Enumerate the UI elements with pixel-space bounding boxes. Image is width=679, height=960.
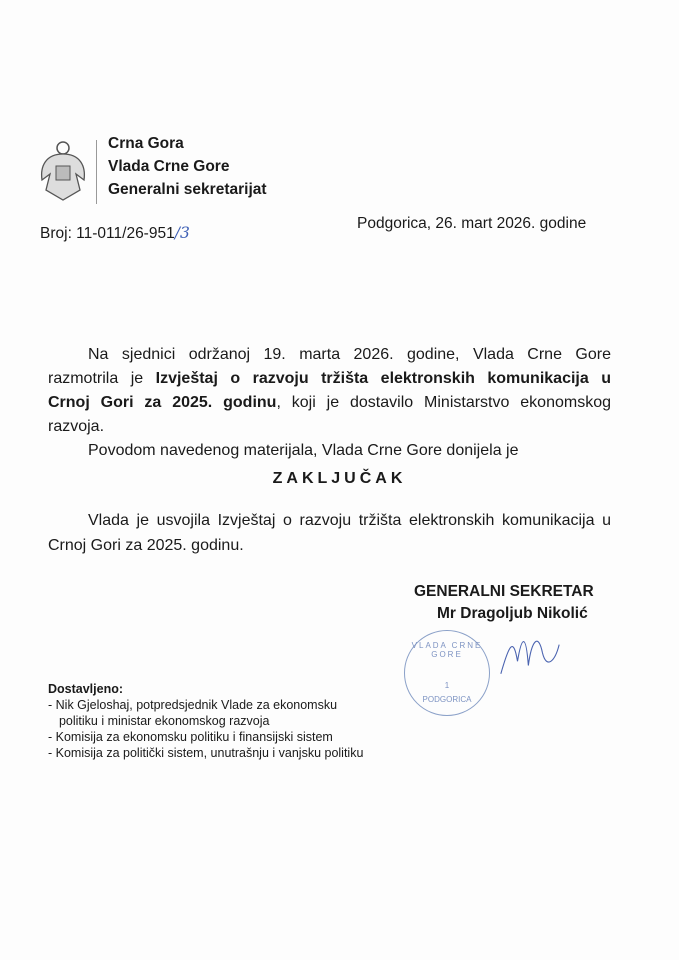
- handwritten-suffix: /3: [174, 224, 190, 242]
- reference-number: Broj: 11-011/26-951/3: [40, 224, 190, 242]
- stamp-number: 1: [444, 681, 450, 690]
- distribution-item: - Komisija za ekonomsku politiku i finansijski sistem: [48, 730, 333, 744]
- signatory-title: GENERALNI SEKRETAR: [414, 583, 594, 600]
- distribution-label: Dostavljeno:: [48, 682, 124, 696]
- paragraph-1-line-2: razmotrila je Izvještaj o razvoju tržišta elektronskih komunikacija u: [48, 370, 612, 387]
- conclusion-heading: ZAKLJUČAK: [272, 470, 407, 487]
- official-stamp: [404, 630, 490, 716]
- distribution-item: - Nik Gjeloshaj, potpredsjednik Vlade za ekonomsku: [48, 698, 338, 712]
- signatory-name: Mr Dragoljub Nikolić: [437, 605, 588, 622]
- paragraph-3-line-1: Vlada je usvojila Izvještaj o razvoju tržišta elektronskih komunikacija u: [88, 512, 611, 529]
- header-secretariat: Generalni sekretarijat: [108, 181, 267, 198]
- paragraph-1-line-1: Na sjednici održanoj 19. marta 2026. godine, Vlada Crne Gore: [88, 346, 611, 363]
- place-date: Podgorica, 26. mart 2026. godine: [357, 215, 587, 232]
- paragraph-1-line-3: Crnoj Gori za 2025. godinu, koji je dostavilo Ministarstvo ekonomskog: [48, 394, 611, 411]
- handwritten-signature: [490, 628, 570, 678]
- stamp-text: VLADA CRNE GORE: [411, 641, 483, 659]
- paragraph-1-line-4: razvoja.: [48, 418, 105, 435]
- header-divider: [96, 140, 97, 204]
- distribution-item: politiku i ministar ekonomskog razvoja: [52, 714, 270, 728]
- header-country: Crna Gora: [108, 135, 184, 152]
- header-government: Vlada Crne Gore: [108, 158, 230, 175]
- stamp-city: PODGORICA: [422, 695, 472, 704]
- coat-of-arms-icon: [36, 140, 90, 204]
- paragraph-2: Povodom navedenog materijala, Vlada Crne Gore donijela je: [88, 442, 519, 459]
- paragraph-3-line-2: Crnoj Gori za 2025. godinu.: [48, 537, 244, 554]
- distribution-item: - Komisija za politički sistem, unutrašnju i vanjsku politiku: [48, 746, 364, 760]
